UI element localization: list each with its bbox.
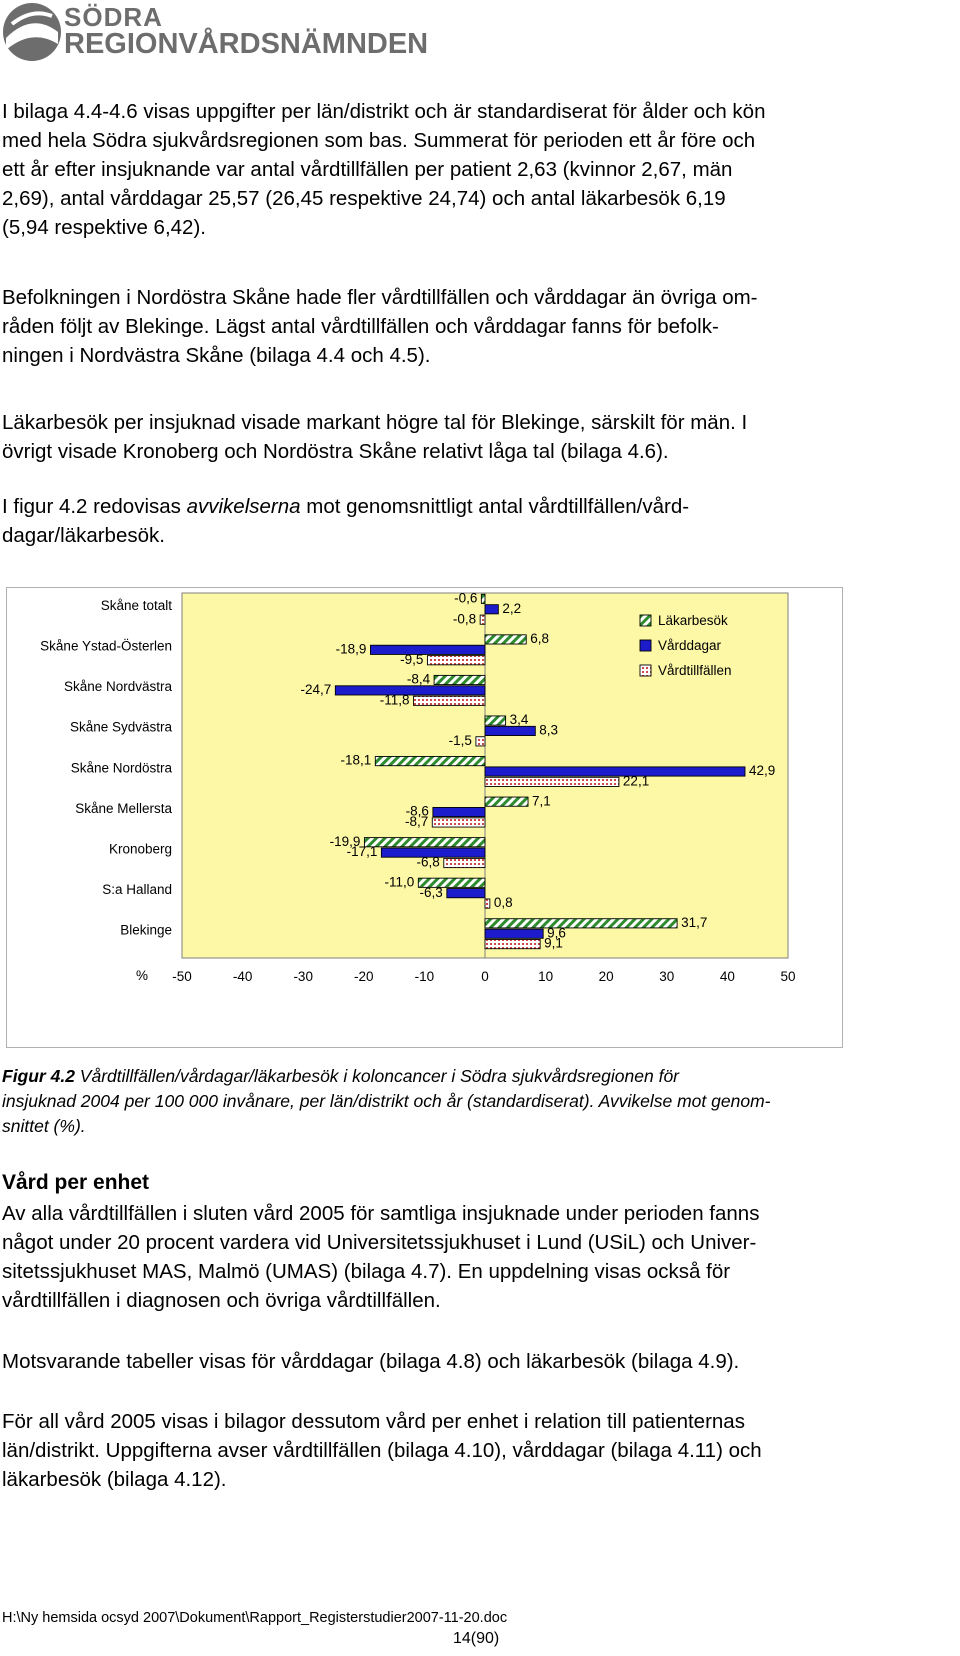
x-tick-label: 20 [598, 969, 614, 984]
text-line: vårdtillfällen i diagnosen och övriga vårdtillfällen. [2, 1289, 441, 1312]
legend-label: Vårdtillfällen [658, 663, 732, 678]
data-label: -8,4 [406, 671, 431, 687]
data-label: 31,7 [681, 914, 708, 930]
data-label: -0,8 [452, 611, 477, 627]
text-line: ett år efter insjuknande var antal vårdtillfällen per patient 2,63 (kvinnor 2,67, män [2, 158, 733, 181]
bar-vrdtillfllen [476, 737, 485, 746]
bar-lkarbesk [434, 675, 485, 684]
category-label: Blekinge [120, 922, 172, 938]
x-tick-label: -40 [232, 969, 253, 984]
data-label: -24,7 [300, 681, 332, 697]
text-line: län/distrikt. Uppgifterna avser vårdtillfällen (bilaga 4.10), vårddagar (bilaga 4.11) och [2, 1439, 762, 1462]
data-label: 0,8 [493, 895, 513, 911]
bar-vrdtillfllen [444, 858, 485, 867]
bar-lkarbesk [485, 716, 506, 725]
text-line: För all vård 2005 visas i bilagor dessutom vård per enhet i relation till patienternas [2, 1410, 745, 1433]
bar-vrdtillfllen [485, 899, 490, 908]
data-label: 6,8 [530, 631, 549, 647]
data-label: 8,3 [539, 722, 559, 738]
x-tick-label: -20 [354, 969, 374, 984]
x-tick-label: 40 [719, 969, 735, 984]
category-label: Skåne Mellersta [75, 800, 172, 816]
bar-vrddagar [485, 605, 498, 614]
legend-label: Vårddagar [658, 638, 722, 653]
data-label: -6,8 [416, 854, 440, 870]
category-label: S:a Halland [102, 881, 172, 897]
text-line: övrigt visade Kronoberg och Nordöstra Skåne relativt låga tal (bilaga 4.6). [2, 440, 669, 463]
data-label: 3,4 [509, 712, 529, 728]
x-tick-label: -30 [293, 969, 313, 984]
text-line: Motsvarande tabeller visas för vårddagar (bilaga 4.8) och läkarbesök (bilaga 4.9). [2, 1350, 740, 1373]
data-label: -9,5 [400, 651, 424, 667]
data-label: -0,6 [454, 590, 478, 606]
x-axis-label: % [136, 968, 149, 983]
bar-vrddagar [433, 807, 485, 816]
data-label: 7,1 [532, 793, 551, 809]
bar-vrdtillfllen [485, 777, 619, 786]
paragraph-doctor-visits [2, 408, 947, 466]
paragraph-figure-ref [2, 492, 947, 550]
bar-vrddagar [485, 767, 745, 776]
data-label: -1,5 [448, 732, 472, 748]
bar-lkarbesk [485, 919, 677, 928]
section-heading: Vård per enhet [2, 1171, 150, 1194]
org-logo [0, 0, 430, 68]
text-line: Av alla vårdtillfällen i sluten vård 2005 för samtliga insjuknade under perioden fanns [2, 1202, 760, 1225]
bar-vrddagar [485, 726, 535, 735]
bar-lkarbesk [481, 594, 485, 603]
bar-vrddagar [370, 645, 485, 654]
category-label: Skåne Nordöstra [70, 760, 172, 776]
text-line: råden följt av Blekinge. Lägst antal vårdtillfällen och vårddagar fanns för befolk- [2, 315, 719, 338]
bar-vrdtillfllen [427, 656, 485, 665]
bar-vrddagar [335, 686, 485, 695]
chart-svg [6, 587, 843, 1048]
text-line: något under 20 procent vardera vid Universitetssjukhuset i Lund (USiL) och Univer- [2, 1231, 757, 1254]
legend-swatch-lkarbesk [640, 615, 651, 626]
bar-lkarbesk [375, 757, 485, 766]
bar-lkarbesk [485, 797, 528, 806]
data-label: -17,1 [346, 844, 378, 860]
category-label: Skåne Ystad-Österlen [40, 638, 172, 654]
data-label: -11,8 [379, 692, 410, 708]
paragraph-care-unit [2, 1199, 947, 1315]
text-line: med hela Södra sjukvårdsregionen som bas. Summerat för perioden ett år före och [2, 129, 756, 152]
emphasis-text: avvikelserna [186, 495, 301, 518]
figure-caption [2, 1064, 947, 1139]
text-line: Läkarbesök per insjuknad visade markant högre tal för Blekinge, särskilt för män. I [2, 411, 748, 434]
paragraph-summary [2, 97, 947, 242]
data-label: -19,9 [329, 833, 361, 849]
caption-line: insjuknad 2004 per 100 000 invånare, per län/distrikt och år (standardiserat). Avvikelse mot genom- [2, 1091, 771, 1111]
bar-vrdtillfllen [485, 940, 540, 949]
text-segment: I figur 4.2 redovisas [2, 495, 187, 518]
deviation-chart [6, 587, 843, 1048]
data-label: 9,1 [544, 935, 563, 951]
x-tick-label: -50 [172, 969, 192, 984]
data-label: -18,1 [340, 752, 372, 768]
text-line: ningen i Nordvästra Skåne (bilaga 4.4 och 4.5). [2, 344, 431, 367]
data-label: 9,6 [547, 925, 566, 941]
legend-swatch-vrdtillfllen [640, 665, 651, 676]
bar-vrdtillfllen [413, 696, 485, 705]
category-label: Skåne Nordvästra [63, 679, 172, 695]
x-tick-label: 30 [659, 969, 675, 984]
bar-lkarbesk [364, 838, 485, 847]
legend-swatch-vrddagar [640, 640, 651, 651]
text-line: läkarbesök (bilaga 4.12). [2, 1468, 227, 1491]
data-label: 42,9 [748, 763, 776, 779]
caption-line: snittet (%). [2, 1116, 86, 1136]
bar-vrdtillfllen [480, 615, 485, 624]
org-name-line2: REGIONVÅRDSNÄMNDEN [64, 28, 429, 60]
data-label: -18,9 [335, 641, 367, 657]
text-line: 2,69), antal vårddagar 25,57 (26,45 respektive 24,74) och antal läkarbesök 6,19 [2, 187, 726, 210]
bar-vrddagar [485, 929, 543, 938]
x-tick-label: -10 [414, 969, 435, 984]
paragraph-population [2, 283, 947, 370]
text-segment: mot genomsnittligt antal vårdtillfällen/vård- [300, 495, 690, 518]
x-tick-label: 10 [538, 969, 554, 984]
caption-text: Vårdtillfällen/vårdagar/läkarbesök i koloncancer i Södra sjukvårdsregionen för [74, 1066, 680, 1086]
org-name-line1: SÖDRA [64, 2, 163, 32]
category-label: Skåne totalt [100, 598, 172, 614]
figure-label: Figur 4.2 [2, 1066, 75, 1086]
text-line: I bilaga 4.4-4.6 visas uppgifter per län/distrikt och är standardiserat för ålder och kön [2, 100, 766, 123]
footer-file-path: H:\Ny hemsida ocsyd 2007\Dokument\Rapport_Registerstudier2007-11-20.doc [2, 1610, 508, 1626]
page-number: 14(90) [453, 1630, 500, 1647]
text-line [2, 492, 947, 521]
data-label: 22,1 [622, 773, 650, 789]
x-tick-label: 0 [481, 969, 489, 984]
paragraph-appendix [2, 1407, 947, 1494]
category-label: Kronoberg [108, 841, 172, 857]
text-line: (5,94 respektive 6,42). [2, 216, 206, 239]
bar-vrdtillfllen [432, 818, 485, 827]
data-label: -8,6 [405, 803, 429, 819]
bar-lkarbesk [485, 635, 526, 644]
x-tick-label: 50 [780, 969, 796, 984]
text-line: Befolkningen i Nordöstra Skåne hade fler vårdtillfällen och vårddagar än övriga om- [2, 286, 758, 309]
caption-line [2, 1064, 947, 1089]
data-label: -11,0 [384, 874, 415, 890]
text-line: dagar/läkarbesök. [2, 524, 165, 547]
category-label: Skåne Sydvästra [69, 719, 172, 735]
data-label: 2,2 [502, 600, 522, 616]
logo-emblem-icon [2, 2, 62, 62]
text-line: sitetssjukhuset MAS, Malmö (UMAS) (bilaga 4.7). En uppdelning visas också för [2, 1260, 731, 1283]
paragraph-tables [2, 1347, 947, 1376]
data-label: -8,7 [405, 814, 429, 830]
bar-vrddagar [447, 889, 485, 898]
legend-label: Läkarbesök [658, 613, 728, 628]
data-label: -6,3 [419, 884, 443, 900]
